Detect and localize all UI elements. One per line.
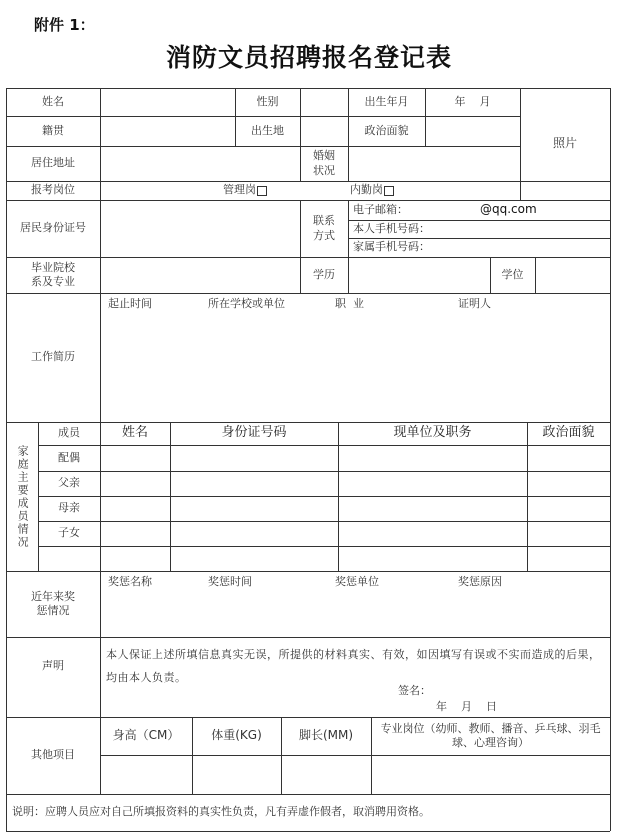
birth-date-label: 出生年月	[364, 94, 409, 108]
award-name-header: 奖惩名称	[108, 574, 152, 588]
education-label: 学历	[313, 267, 335, 281]
award-time-header: 奖惩时间	[208, 574, 252, 588]
native-place-label: 籍贯	[42, 123, 64, 137]
weight-label: 体重(KG)	[211, 728, 262, 743]
family-header-unit: 现单位及职务	[393, 425, 472, 441]
height-field[interactable]	[100, 755, 192, 794]
family-member-father: 父亲	[58, 476, 80, 490]
footnote: 说明：应聘人员应对自己所填报资料的真实性负责，凡有弄虚作假者，取消聘用资格。	[12, 805, 430, 819]
political-status-label: 政治面貌	[364, 123, 409, 137]
foot-length-label: 脚长(MM)	[298, 728, 354, 743]
political-status-field[interactable]	[425, 116, 520, 146]
internal-position-option[interactable]	[342, 181, 402, 200]
family-member-extra	[38, 546, 100, 571]
checkbox-icon[interactable]	[257, 186, 267, 196]
management-position-label: 管理岗	[223, 183, 256, 197]
award-reason-header: 奖惩原因	[458, 574, 502, 588]
management-position-option[interactable]	[215, 181, 275, 200]
awards-label: 近年来奖惩情况	[31, 589, 75, 617]
specialty-field[interactable]	[371, 755, 610, 794]
work-period-header: 起止时间	[108, 296, 152, 310]
family-mobile-label: 家属手机号码：	[353, 240, 430, 254]
id-number-field[interactable]	[100, 200, 300, 257]
email-suffix[interactable]: @qq.com	[480, 202, 537, 217]
address-field[interactable]	[100, 146, 300, 181]
attachment-label: 附件 1：	[34, 16, 95, 34]
birthplace-label: 出生地	[251, 123, 284, 137]
name-label: 姓名	[42, 94, 64, 108]
position-label: 报考岗位	[31, 183, 75, 197]
signature-label: 签名：	[398, 683, 431, 697]
specialty-label: 专业岗位（幼师、教师、播音、乒乓球、羽毛球、心理咨询）	[380, 721, 601, 749]
weight-field[interactable]	[192, 755, 281, 794]
native-place-field[interactable]	[100, 116, 235, 146]
birth-date-field[interactable]: 年 月	[454, 94, 491, 108]
degree-label: 学位	[501, 267, 524, 281]
family-member-mother: 母亲	[58, 501, 80, 515]
height-label: 身高（CM）	[112, 728, 180, 743]
awards-field[interactable]	[100, 590, 610, 637]
address-label: 居住地址	[31, 156, 75, 170]
marital-status-field[interactable]	[348, 146, 520, 181]
family-members-label: 家庭主要成员情况	[16, 444, 30, 549]
declaration-text: 本人保证上述所填信息真实无误，所提供的材料真实、有效，如因填写有误或不实而造成的后果，均由本人负责。	[106, 648, 601, 684]
family-header-member: 成员	[58, 426, 80, 440]
checkbox-icon[interactable]	[384, 186, 394, 196]
degree-field[interactable]	[535, 257, 610, 293]
mobile-label: 本人手机号码：	[353, 221, 430, 235]
contact-label: 联系方式	[313, 214, 335, 242]
photo-box[interactable]: 照片	[552, 136, 577, 151]
table-border-bottom	[6, 831, 610, 832]
gender-label: 性别	[256, 94, 279, 108]
family-members-field[interactable]	[100, 445, 610, 571]
family-member-spouse: 配偶	[58, 450, 80, 464]
name-field[interactable]	[100, 88, 235, 116]
education-field[interactable]	[348, 257, 490, 293]
family-header-political: 政治面貌	[542, 425, 595, 441]
work-job-header: 职 业	[335, 296, 364, 310]
work-history-label: 工作简历	[31, 350, 75, 364]
work-witness-header: 证明人	[458, 296, 491, 310]
declaration-label: 声明	[42, 658, 64, 672]
birthplace-field[interactable]	[300, 116, 348, 146]
gender-field[interactable]	[300, 88, 348, 116]
form-title: 消防文员招聘报名登记表	[165, 43, 452, 72]
email-label: 电子邮箱：	[353, 202, 408, 216]
marital-status-label: 婚姻状况	[313, 149, 335, 177]
school-label: 毕业院校系及专业	[31, 260, 75, 288]
id-number-label: 居民身份证号	[20, 221, 86, 235]
family-member-child: 子女	[58, 526, 80, 540]
foot-length-field[interactable]	[281, 755, 371, 794]
award-unit-header: 奖惩单位	[335, 574, 379, 588]
family-header-id: 身份证号码	[221, 425, 287, 441]
other-items-label: 其他项目	[31, 748, 75, 762]
declaration-date: 年 月 日	[436, 699, 497, 713]
work-unit-header: 所在学校或单位	[208, 296, 285, 310]
work-history-field[interactable]	[100, 312, 610, 422]
internal-position-label: 内勤岗	[350, 183, 383, 197]
table-border-right	[610, 88, 611, 831]
school-field[interactable]	[100, 257, 300, 293]
family-header-name: 姓名	[121, 425, 148, 441]
